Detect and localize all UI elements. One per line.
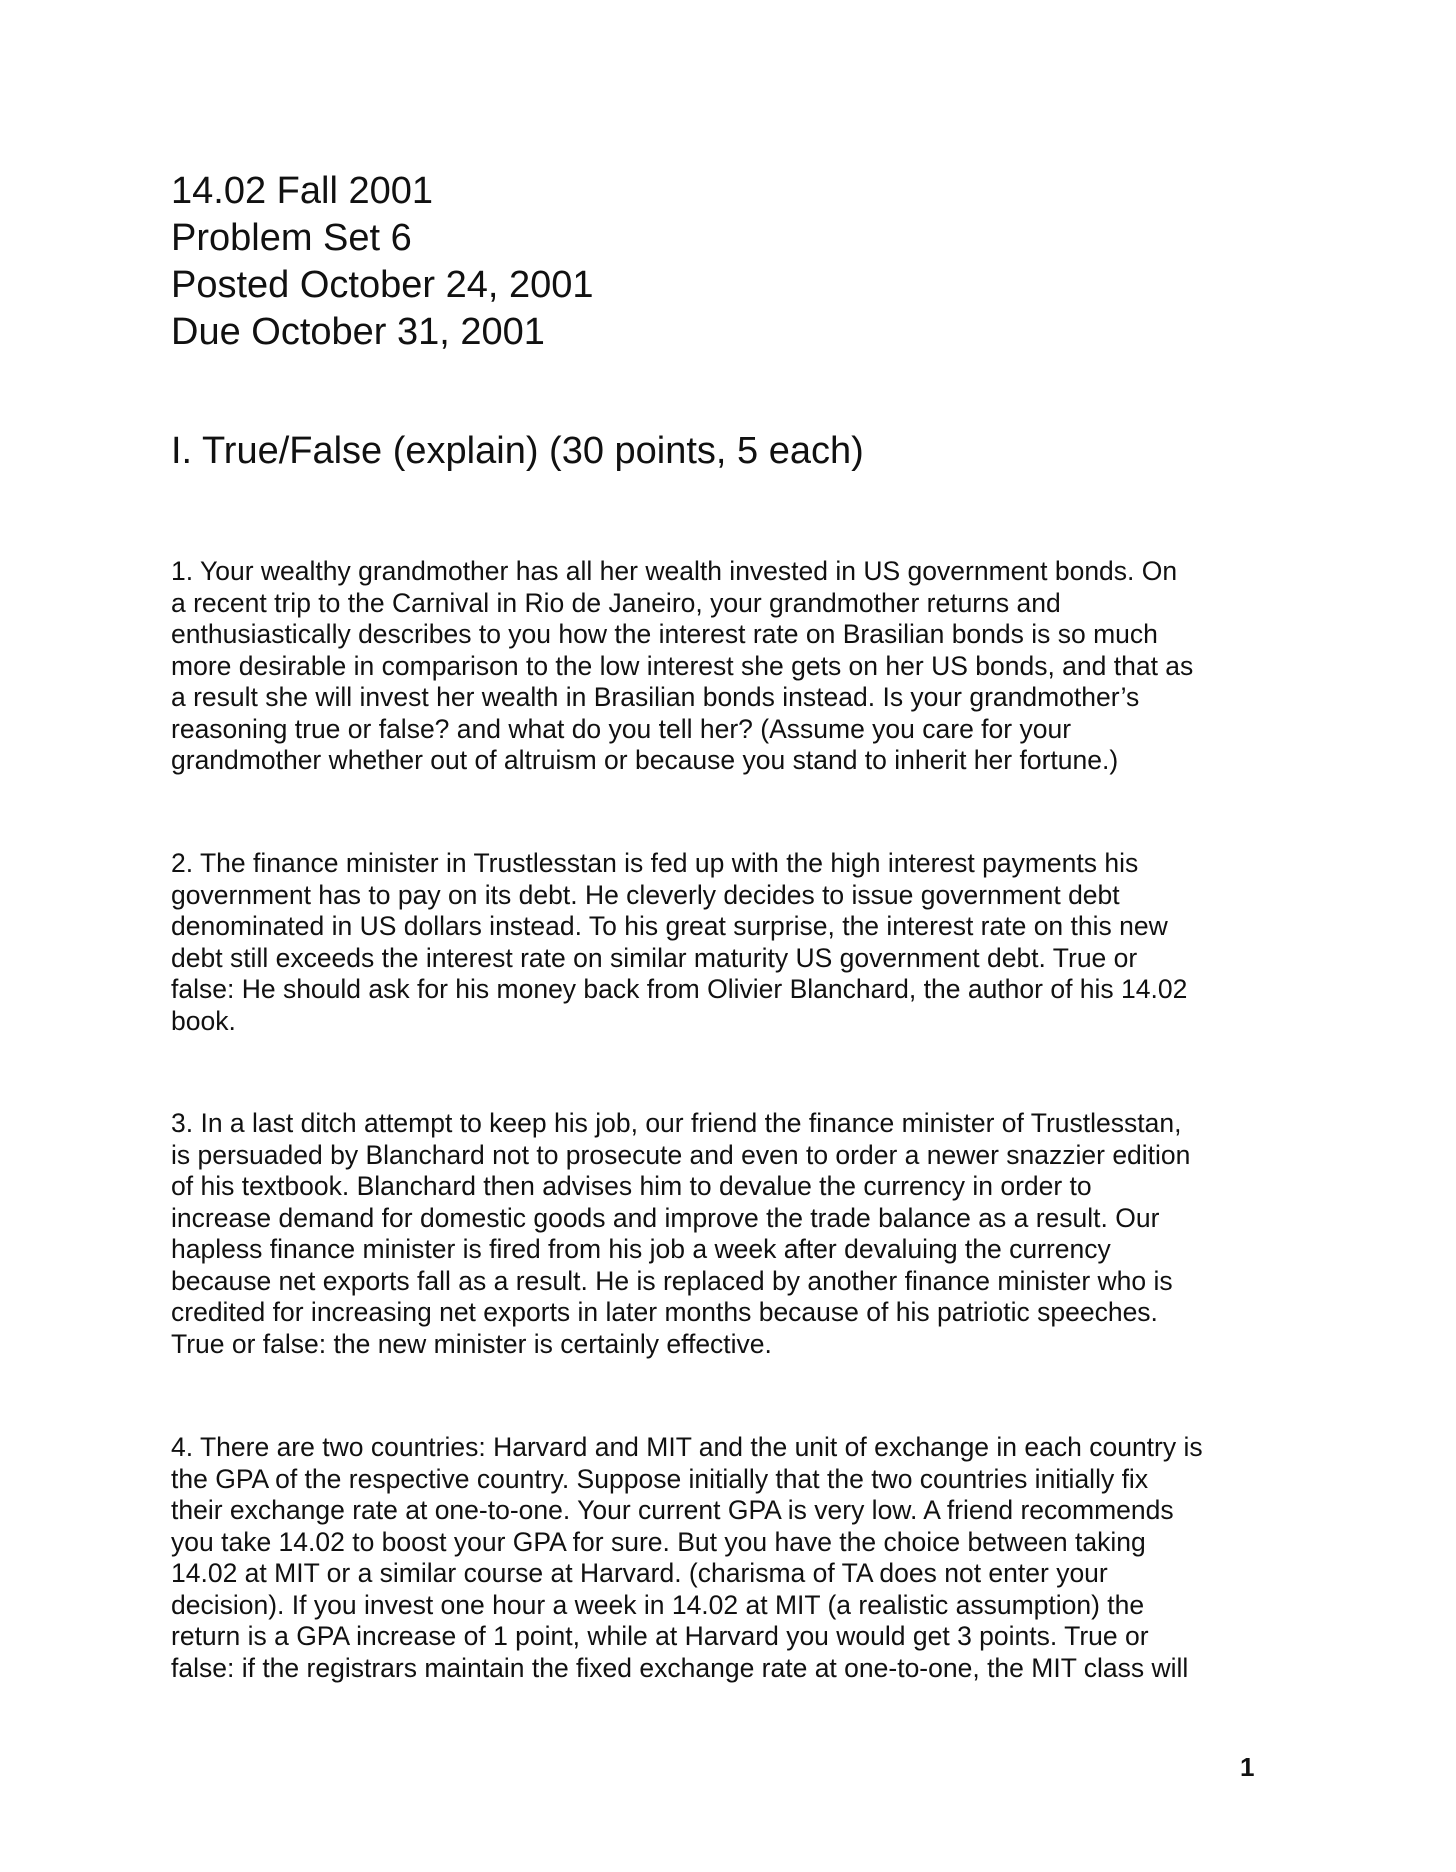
posted-date: Posted October 24, 2001 [171,264,594,306]
question-line: increase demand for domestic goods and improve the trade balance as a result. Our [171,1202,1160,1233]
question-line: is persuaded by Blanchard not to prosecute and even to order a newer snazzier edition [171,1139,1191,1170]
page-number: 1 [1240,1752,1255,1782]
problem-set-title: Problem Set 6 [171,217,412,259]
question-2 [171,848,1301,1037]
section-heading: I. True/False (explain) (30 points, 5 each) [171,430,864,472]
question-line: grandmother whether out of altruism or because you stand to inherit her fortune.) [171,745,1119,775]
document-header [171,168,1071,356]
question-line: True or false: the new minister is certainly effective. [171,1328,772,1359]
question-line: denominated in US dollars instead. To his great surprise, the interest rate on this new [171,911,1168,941]
question-line: a recent trip to the Carnival in Rio de Janeiro, your grandmother returns and [171,587,1061,618]
question-line: 14.02 at MIT or a similar course at Harvard. (charisma of TA does not enter your [171,1558,1108,1588]
question-line: government has to pay on its debt. He cleverly decides to issue government debt [171,879,1120,910]
question-line: a result she will invest her wealth in Brasilian bonds instead. Is your grandmother’s [171,682,1140,712]
question-line: hapless finance minister is fired from his job a week after devaluing the currency [171,1234,1111,1264]
question-1 [171,556,1301,777]
question-line: false: He should ask for his money back from Olivier Blanchard, the author of his 14.02 [171,974,1188,1004]
course-title: 14.02 Fall 2001 [171,170,433,212]
question-line: enthusiastically describes to you how the interest rate on Brasilian bonds is so much [171,619,1158,649]
question-line: credited for increasing net exports in later months because of his patriotic speeches. [171,1297,1158,1327]
question-line: the GPA of the respective country. Suppose initially that the two countries initially fix [171,1463,1149,1494]
question-line: book. [171,1005,236,1036]
question-line: 4. There are two countries: Harvard and MIT and the unit of exchange in each country is [171,1432,1203,1462]
question-line: you take 14.02 to boost your GPA for sure. But you have the choice between taking [171,1526,1146,1557]
question-line: 1. Your wealthy grandmother has all her wealth invested in US government bonds. On [171,556,1178,586]
question-line: false: if the registrars maintain the fixed exchange rate at one-to-one, the MIT class will [171,1652,1189,1683]
question-line: return is a GPA increase of 1 point, while at Harvard you would get 3 points. True or [171,1621,1149,1651]
question-line: decision). If you invest one hour a week in 14.02 at MIT (a realistic assumption) the [171,1589,1145,1620]
due-date: Due October 31, 2001 [171,311,545,353]
question-line: 2. The finance minister in Trustlesstan is fed up with the high interest payments his [171,848,1139,878]
question-line: debt still exceeds the interest rate on similar maturity US government debt. True or [171,942,1138,973]
question-4 [171,1432,1301,1684]
question-line: 3. In a last ditch attempt to keep his job, our friend the finance minister of Trustlesstan, [171,1108,1182,1138]
question-line: reasoning true or false? and what do you tell her? (Assume you care for your [171,713,1072,744]
question-line: their exchange rate at one-to-one. Your current GPA is very low. A friend recommends [171,1495,1174,1525]
question-line: because net exports fall as a result. He is replaced by another finance minister who is [171,1265,1173,1296]
question-3 [171,1108,1301,1360]
question-line: more desirable in comparison to the low interest she gets on her US bonds, and that as [171,650,1194,681]
question-line: of his textbook. Blanchard then advises him to devalue the currency in order to [171,1171,1092,1201]
